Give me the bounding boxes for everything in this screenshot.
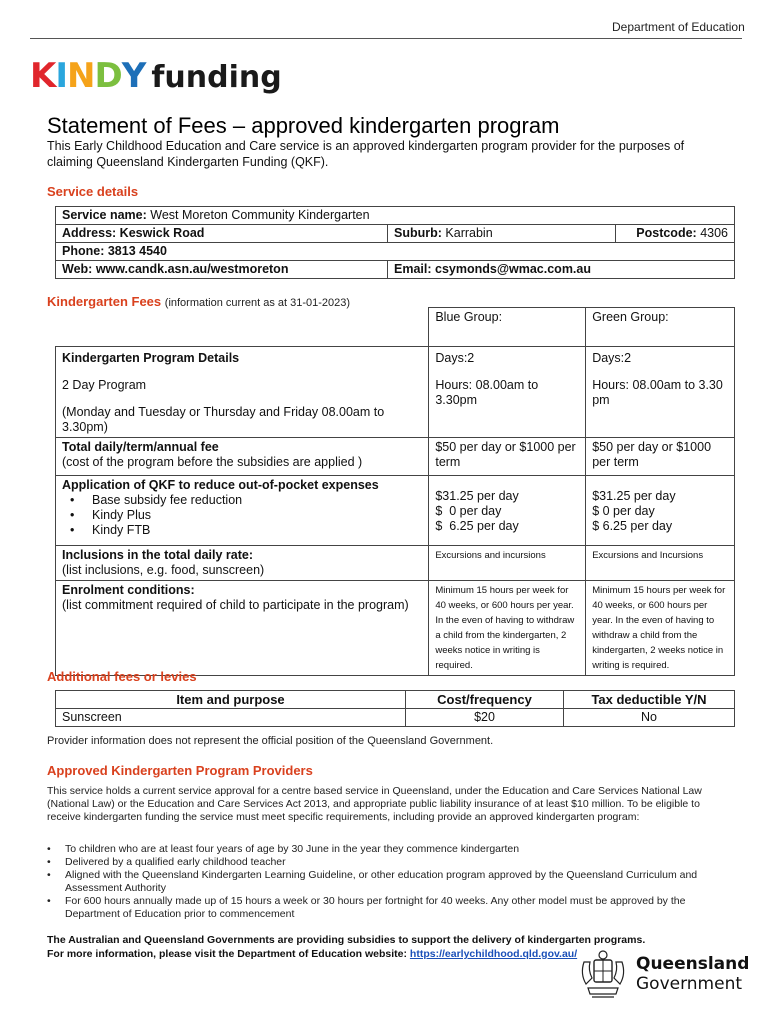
service-name-cell (56, 207, 735, 225)
list-item: • Delivered by a qualified early childhood teacher (47, 856, 727, 869)
enrolment-sub: (list commitment required of child to participate in the program) (62, 597, 409, 612)
inclusions-label: Inclusions in the total daily rate: (62, 547, 254, 562)
list-item: • To children who are at least four years of age by 30 June in the year they commence kindergarten (47, 843, 727, 856)
phone-cell (56, 243, 735, 261)
qkf-list (62, 493, 422, 538)
phone-value: 3813 4540 (107, 244, 167, 258)
qkf-item: • Kindy Plus (92, 508, 422, 523)
green-group-header: Green Group: (586, 308, 735, 347)
col-item: Item and purpose (56, 691, 406, 709)
email-cell (388, 261, 735, 279)
suburb-cell (388, 225, 616, 243)
green-qkf-plus: $ 0 per day (592, 503, 655, 518)
table-row (56, 709, 735, 727)
suburb-label: Suburb: (394, 226, 442, 240)
green-enrolment: Minimum 15 hours per week for 40 weeks, or 600 hours per year. In the even of having to withdraw a child from the kindergarten, 2 weeks notice in writing is required. (586, 580, 735, 675)
fees-date-note: (information current as at 31-01-2023) (164, 297, 351, 309)
col-tax: Tax deductible Y/N (564, 691, 735, 709)
blue-total-fee: $50 per day or $1000 per term (429, 437, 586, 475)
green-inclusions: Excursions and Incursions (586, 545, 735, 580)
web-label: Web: (62, 262, 93, 276)
address-label: Address: (62, 226, 117, 240)
service-name-label: Service name: (62, 208, 147, 222)
intro-text: This Early Childhood Education and Care service is an approved kindergarten program provider for the purposes of claiming Queensland Kindergarten Funding (QKF). (47, 139, 685, 169)
additional-fees-heading: Additional fees or levies (47, 669, 197, 684)
program-name: 2 Day Program (62, 377, 147, 392)
postcode-value: 4306 (700, 226, 728, 240)
blue-qkf-base: $31.25 per day (435, 488, 519, 503)
row-cost: $20 (406, 709, 564, 727)
queensland-government-wordmark (636, 954, 749, 994)
kindy-letter-d: D (94, 56, 122, 96)
green-total-fee: $50 per day or $1000 per term (586, 437, 735, 475)
qkf-item: • Kindy FTB (92, 523, 422, 538)
total-fee-sub: (cost of the program before the subsidies are applied ) (62, 454, 363, 469)
blue-qkf (429, 475, 586, 545)
header-divider (30, 38, 742, 39)
qkf-label: Application of QKF to reduce out-of-pocket expenses (62, 477, 379, 492)
email-value[interactable]: csymonds@wmac.com.au (435, 262, 591, 276)
green-days: Days:2 (586, 347, 735, 376)
row-item: Sunscreen (56, 709, 406, 727)
footer-line2: For more information, please visit the Department of Education website: (47, 948, 407, 960)
kindy-letter-k: K (30, 56, 56, 96)
email-label: Email: (394, 262, 432, 276)
address-cell (56, 225, 388, 243)
col-cost: Cost/frequency (406, 691, 564, 709)
blue-enrolment: Minimum 15 hours per week for 40 weeks, or 600 hours per year. In the even of having to withdraw a child from the kindergarten, 2 weeks notice in writing is required. (429, 580, 586, 675)
queensland-government-logo (576, 948, 749, 1002)
government-word: Government (636, 974, 743, 994)
address-value: Keswick Road (119, 226, 205, 240)
funding-wordmark: funding (151, 60, 282, 95)
suburb-value: Karrabin (445, 226, 493, 240)
list-item: • For 600 hours annually made up of 15 hours a week or 30 hours per fortnight for 40 weeks. Any other model must be approved by the Department of Education prior to commencement (47, 895, 727, 921)
service-details-heading: Service details (47, 184, 139, 199)
coat-of-arms-icon (576, 948, 630, 1002)
blue-days: Days:2 (429, 347, 586, 376)
kindy-wordmark (30, 56, 145, 96)
green-qkf-base: $31.25 per day (592, 488, 676, 503)
blue-qkf-plus: $ 0 per day (435, 503, 502, 518)
queensland-word: Queensland (636, 954, 750, 974)
fees-table (55, 307, 735, 676)
kindy-letter-n: N (67, 56, 95, 96)
program-details-label: Kindergarten Program Details (62, 351, 240, 365)
program-days: (Monday and Tuesday or Thursday and Friday 08.00am to 3.30pm) (62, 404, 385, 434)
row-tax: No (564, 709, 735, 727)
footer-line1: The Australian and Queensland Governments are providing subsidies to support the delivery of kindergarten programs. (47, 934, 646, 946)
providers-heading: Approved Kindergarten Program Providers (47, 763, 313, 778)
green-qkf-ftb: $ 6.25 per day (592, 518, 673, 533)
service-details-table (55, 206, 735, 279)
web-value[interactable]: www.candk.asn.au/westmoreton (95, 262, 289, 276)
blue-inclusions: Excursions and incursions (429, 545, 586, 580)
blue-hours: Hours: 08.00am to 3.30pm (429, 376, 586, 438)
inclusions-sub: (list inclusions, e.g. food, sunscreen) (62, 562, 265, 577)
disclaimer: Provider information does not represent the official position of the Queensland Government. (47, 735, 494, 747)
kindy-letter-i: I (55, 56, 68, 96)
green-hours: Hours: 08.00am to 3.30 pm (586, 376, 735, 438)
web-cell (56, 261, 388, 279)
service-name-value: West Moreton Community Kindergarten (150, 208, 370, 222)
website-link[interactable]: https://earlychildhood.qld.gov.au/ (409, 948, 578, 960)
department-label: Department of Education (612, 20, 745, 34)
postcode-cell (616, 225, 735, 243)
blue-qkf-ftb: $ 6.25 per day (435, 518, 519, 533)
fees-heading-text: Kindergarten Fees (47, 294, 162, 309)
providers-list (47, 843, 727, 921)
page-title: Statement of Fees – approved kindergarten program (47, 113, 560, 138)
enrolment-label: Enrolment conditions: (62, 582, 195, 597)
qkf-item: • Base subsidy fee reduction (92, 493, 422, 508)
total-fee-label: Total daily/term/annual fee (62, 439, 219, 454)
kindy-funding-logo (30, 56, 282, 96)
kindy-letter-y: Y (121, 56, 146, 96)
green-qkf (586, 475, 735, 545)
additional-fees-table (55, 690, 735, 727)
providers-text: This service holds a current service approval for a centre based service in Queensland, under the Education and Care Services National Law (National Law) or the Education and Care Services Act 2013, and appropriate public liability insurance of at least $10 million. To be eligible to receive kindergarten funding the service must meet specific requirements, including provide an approved kindergarten program: (47, 785, 702, 823)
list-item: • Aligned with the Queensland Kindergarten Learning Guideline, or other education program approved by the Queensland Curriculum and Assessment Authority (47, 869, 727, 895)
blue-group-header: Blue Group: (429, 308, 586, 347)
phone-label: Phone: (62, 244, 105, 258)
postcode-label: Postcode: (636, 226, 697, 240)
